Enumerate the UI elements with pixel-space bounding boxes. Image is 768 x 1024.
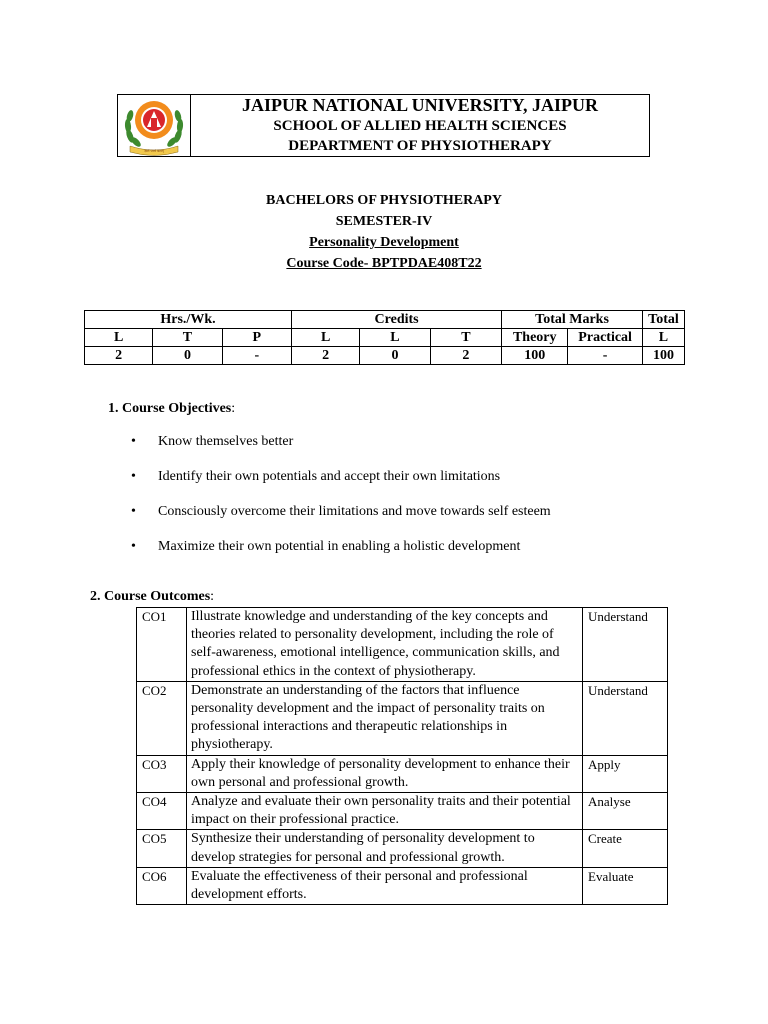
university-name: JAIPUR NATIONAL UNIVERSITY, JAIPUR xyxy=(241,95,599,115)
objective-item: Consciously overcome their limitations and move towards self esteem xyxy=(158,504,551,519)
total-val: 100 xyxy=(642,347,684,365)
objectives-heading-colon: : xyxy=(231,401,236,416)
objectives-heading-text: 1. Course Objectives xyxy=(108,401,232,416)
hrs-sub-l: L xyxy=(85,329,153,347)
outcome-text: Demonstrate an understanding of the factors that influence personality development and the impact of personality traits on professional interactions and therapeutic relationships in physiotherapy. xyxy=(187,681,583,755)
outcome-level: Analyse xyxy=(583,793,668,830)
credits-val-3: 2 xyxy=(430,347,501,365)
course-code xyxy=(0,256,768,272)
outcome-level: Understand xyxy=(583,608,668,682)
hrs-sub-p: P xyxy=(222,329,291,347)
course-name-text: Personality Development xyxy=(309,235,459,250)
degree-title: BACHELORS OF PHYSIOTHERAPY xyxy=(266,193,502,208)
bullet-icon: • xyxy=(131,539,136,554)
marks-val-practical: - xyxy=(568,347,643,365)
objectives-heading xyxy=(108,401,235,417)
outcome-text: Analyze and evaluate their own personality traits and their potential impact on their professional practice. xyxy=(187,793,583,830)
outcome-row xyxy=(137,681,668,755)
outcomes-table xyxy=(136,607,668,905)
credit-table-value-row xyxy=(85,347,685,365)
outcomes-heading-colon: : xyxy=(210,589,215,604)
credit-table-header-row xyxy=(85,311,685,329)
objective-item: Identify their own potentials and accept their own limitations xyxy=(158,469,501,484)
outcome-row xyxy=(137,755,668,792)
hrs-sub-t: T xyxy=(153,329,222,347)
logo-cell xyxy=(118,95,191,156)
total-sub: L xyxy=(642,329,684,347)
credits-val-1: 2 xyxy=(292,347,360,365)
course-name xyxy=(0,235,768,251)
outcome-row xyxy=(137,608,668,682)
marks-header: Total Marks xyxy=(502,311,643,329)
credits-val-2: 0 xyxy=(360,347,430,365)
outcome-text: Illustrate knowledge and understanding of the key concepts and theories related to personality development, including the role of self-awareness, emotional intelligence, communication skills, and professional ethics in the context of physiotherapy. xyxy=(187,608,583,682)
total-header: Total xyxy=(642,311,684,329)
logo-motto: ज्ञानं परमं बलम् xyxy=(144,149,164,153)
semester-title: SEMESTER-IV xyxy=(335,214,433,229)
marks-sub-theory: Theory xyxy=(502,329,568,347)
outcome-id: CO3 xyxy=(137,755,187,792)
hrs-val-p: - xyxy=(222,347,291,365)
outcome-row xyxy=(137,793,668,830)
outcome-id: CO1 xyxy=(137,608,187,682)
marks-sub-practical: Practical xyxy=(568,329,643,347)
outcome-text: Evaluate the effectiveness of their personal and professional development efforts. xyxy=(187,867,583,904)
course-code-text: Course Code- BPTPDAE408T22 xyxy=(286,256,482,271)
outcome-row xyxy=(137,830,668,867)
credits-sub-2: L xyxy=(360,329,430,347)
department-name: DEPARTMENT OF PHYSIOTHERAPY xyxy=(288,138,552,154)
university-logo xyxy=(120,96,188,156)
hrs-val-t: 0 xyxy=(153,347,222,365)
outcome-text: Apply their knowledge of personality development to enhance their own personal and professional growth. xyxy=(187,755,583,792)
university-header xyxy=(117,94,650,157)
outcomes-heading-text: 2. Course Outcomes xyxy=(90,589,211,604)
bullet-icon: • xyxy=(131,504,136,519)
credit-table xyxy=(84,310,685,365)
outcome-level: Understand xyxy=(583,681,668,755)
outcome-id: CO5 xyxy=(137,830,187,867)
outcome-id: CO2 xyxy=(137,681,187,755)
bullet-icon: • xyxy=(131,434,136,449)
outcome-text: Synthesize their understanding of personality development to develop strategies for personal and professional growth. xyxy=(187,830,583,867)
outcome-level: Apply xyxy=(583,755,668,792)
credits-sub-3: T xyxy=(430,329,501,347)
outcome-id: CO4 xyxy=(137,793,187,830)
hrs-val-l: 2 xyxy=(85,347,153,365)
marks-val-theory: 100 xyxy=(502,347,568,365)
school-name: SCHOOL OF ALLIED HEALTH SCIENCES xyxy=(273,118,567,134)
bullet-icon: • xyxy=(131,469,136,484)
credits-header: Credits xyxy=(292,311,502,329)
outcome-level: Evaluate xyxy=(583,867,668,904)
outcome-level: Create xyxy=(583,830,668,867)
objective-item: Know themselves better xyxy=(158,434,294,449)
objective-item: Maximize their own potential in enabling a holistic development xyxy=(158,539,521,554)
credits-sub-1: L xyxy=(292,329,360,347)
outcome-row xyxy=(137,867,668,904)
outcomes-heading xyxy=(90,589,214,605)
hrs-header: Hrs./Wk. xyxy=(85,311,292,329)
credit-table-subheader-row xyxy=(85,329,685,347)
outcome-id: CO6 xyxy=(137,867,187,904)
